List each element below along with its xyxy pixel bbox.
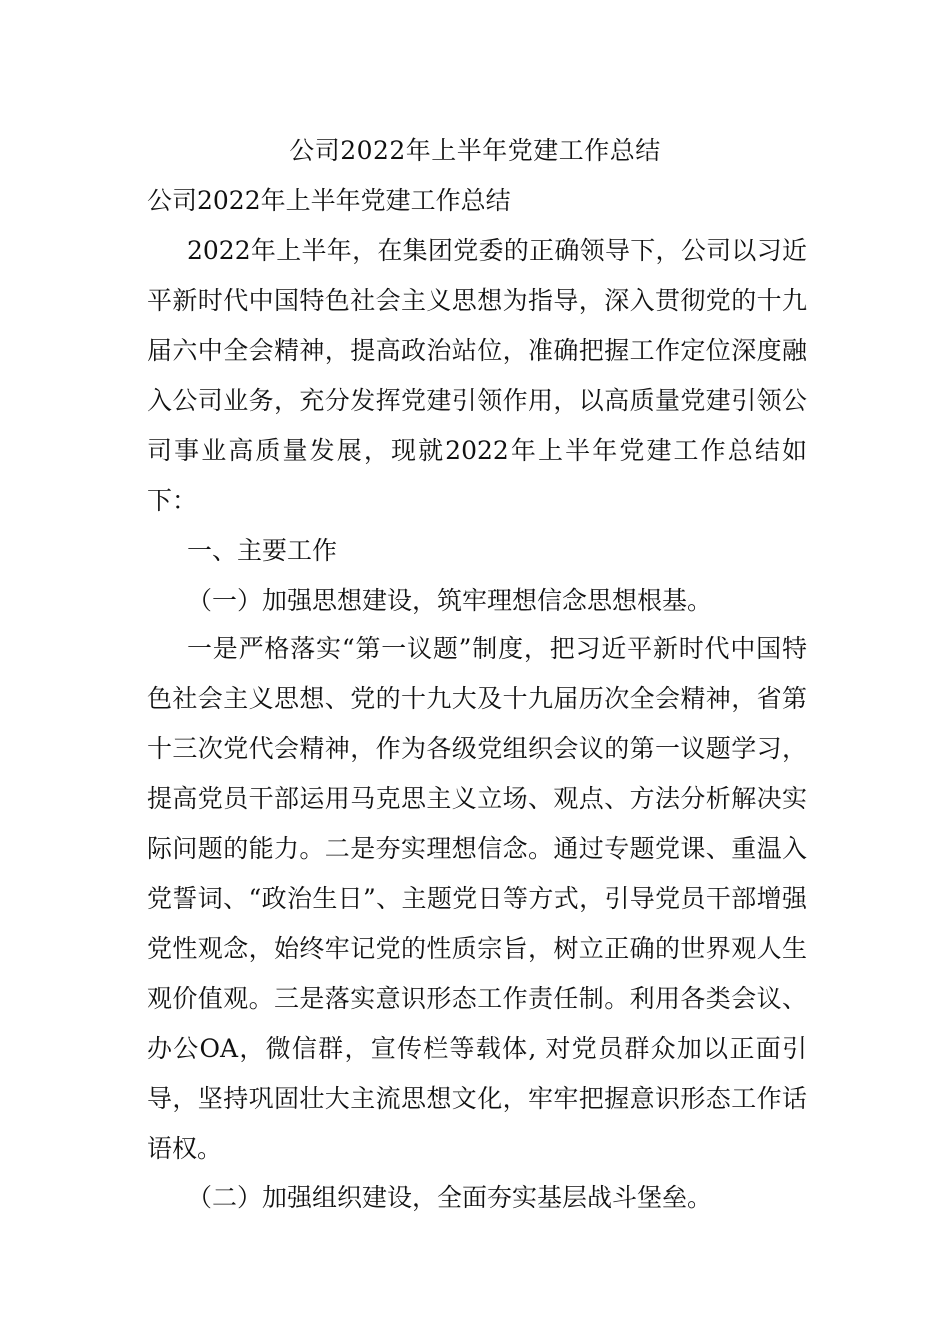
section-heading-main-work: 一、主要工作 [187,536,338,565]
document-title: 公司2022年上半年党建工作总结 [289,136,661,165]
subsection-heading-organization: （二）加强组织建设，全面夯实基层战斗堡垒。 [187,1183,713,1212]
ideology-paragraph: 一是严格落实“第一议题”制度，把习近平新时代中国特色社会主义思想、党的十九大及十九届历次全会精神，省第十三次党代会精神，作为各级党组织会议的第一议题学习，提高党员干部运用马克思主义立场、观点、方法分析解决实际问题的能力。二是夯实理想信念。通过专题党课、重温入党誓词、“政治生日”、主题党日等方式，引导党员干部增强党性观念，始终牢记党的性质宗旨，树立正确的世界观人生观价值观。三是落实意识形态工作责任制。利用各类会议、办公OA，微信群，宣传栏等载体, 对党员群众加以正面引导，坚持巩固壮大主流思想文化，牢牢把握意识形态工作话语权。 [147,634,807,1163]
document-subtitle: 公司2022年上半年党建工作总结 [147,186,511,215]
intro-paragraph: 2022年上半年，在集团党委的正确领导下，公司以习近平新时代中国特色社会主义思想为指导，深入贯彻党的十九届六中全会精神，提高政治站位，准确把握工作定位深度融入公司业务，充分发挥党建引领作用，以高质量党建引领公司事业高质量发展，现就2022年上半年党建工作总结如下： [147,236,807,515]
subsection-heading-ideology: （一）加强思想建设，筑牢理想信念思想根基。 [187,586,713,615]
